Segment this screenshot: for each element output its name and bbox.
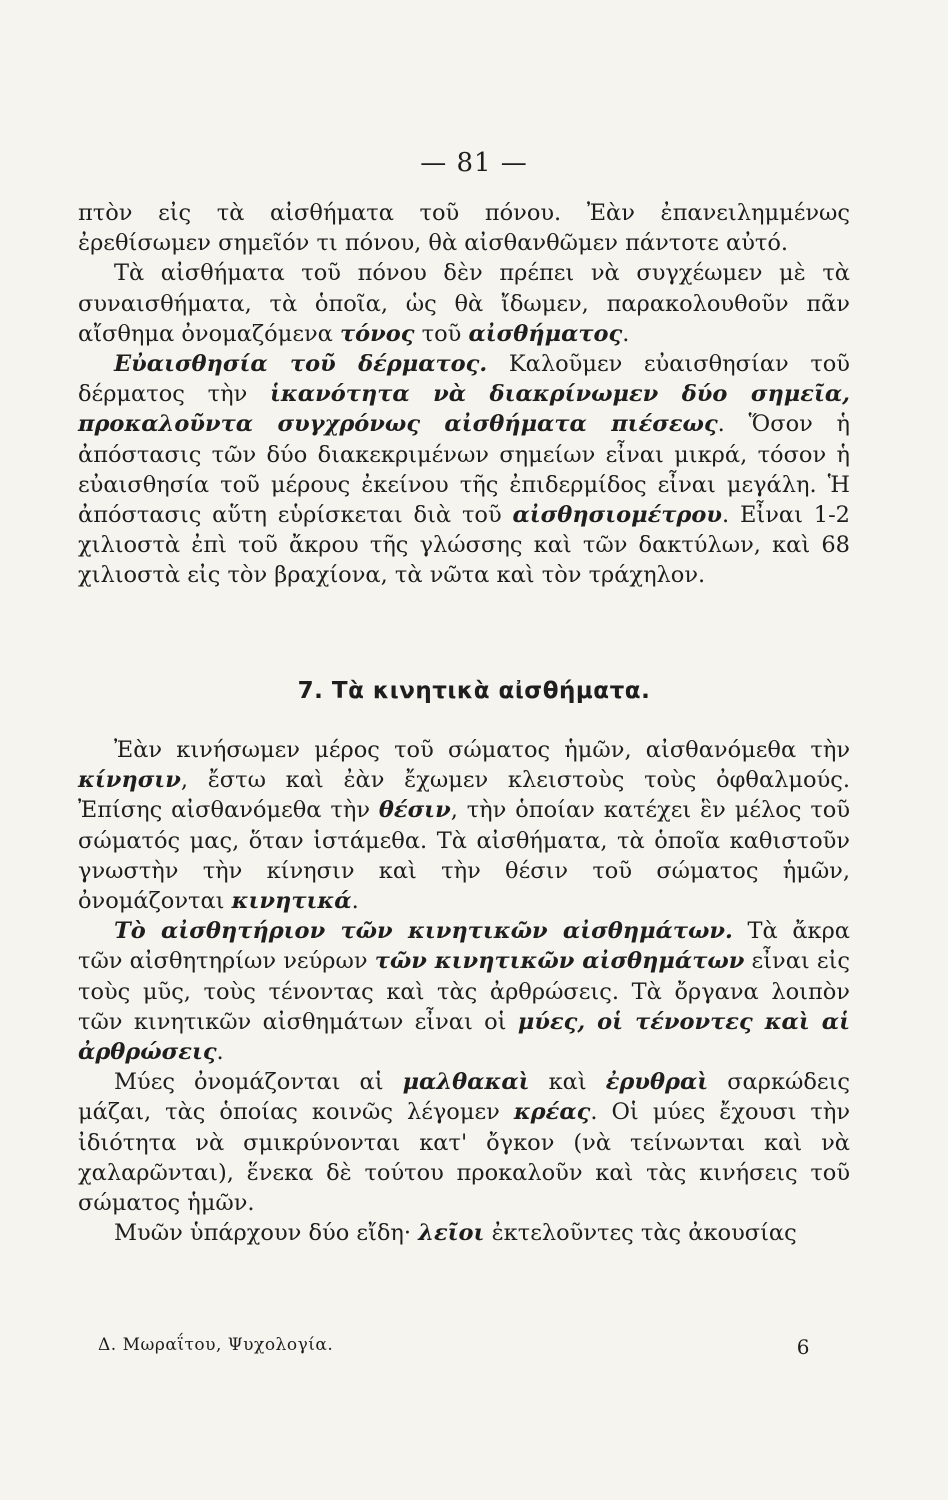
paragraph: πτὸν εἰς τὰ αἰσθήματα τοῦ πόνου. Ἐὰν ἐπανειλημμένως ἐρεθίσωμεν σημεῖόν τι πόνου, θὰ αἰσθανθῶμεν πάντοτε αὐτό. xyxy=(78,200,850,257)
text-block-bottom xyxy=(78,735,850,1248)
section-lead: Τὸ αἰσθητήριον τῶν κινητικῶν αἰσθημάτων. xyxy=(114,918,733,945)
paragraph: Μυῶν ὑπάρχουν δύο εἴδη· λεῖοι ἐκτελοῦντες τὰς ἀκουσίας xyxy=(114,1220,797,1247)
bold-term: μύες, οἱ τένοντες καὶ αἱ ἀρθρώσεις xyxy=(78,1008,850,1066)
paragraph: Μύες ὀνομάζονται αἱ μαλθακαὶ καὶ ἐρυθραὶ σαρκώδεις μάζαι, τὰς ὁποίας κοινῶς λέγομεν κρέας. Οἱ μύες ἔχουσι τὴν ἰδιότητα νὰ σμικρύνονται κατ' ὄγκον (νὰ τείνωνται καὶ νὰ χαλαρῶνται), ἕνεκα δὲ τούτου προκαλοῦν καὶ τὰς κινήσεις τοῦ σώματος ἡμῶν. xyxy=(78,1069,851,1217)
text-block-top xyxy=(78,198,850,591)
section-heading: 7. Τὰ κινητικὰ αἰσθήματα. xyxy=(297,678,651,704)
bold-term: λεῖοι xyxy=(418,1220,485,1247)
bold-term: αἰσθησιομέτρου xyxy=(512,502,722,529)
bold-term: κρέας xyxy=(513,1099,591,1126)
sheet-number: 6 xyxy=(796,1335,810,1359)
paragraph: Εὐαισθησία τοῦ δέρματος. Καλοῦμεν εὐαισθησίαν τοῦ δέρματος τὴν ἱκανότητα νὰ διακρίνωμεν δύο σημεῖα, προκαλοῦντα συγχρόνως αἰσθήματα πιέσεως. Ὅσον ἡ ἀπόστασις τῶν δύο διακεκριμένων σημείων εἶναι μικρά, τόσον ἡ εὐαισθησία τοῦ μέρους ἐκείνου τῆς ἐπιδερμίδος εἶναι μεγάλη. Ἡ ἀπόστασις αὕτη εὑρίσκεται διὰ τοῦ αἰσθησιομέτρου. Εἶναι 1-2 χιλιοστὰ ἐπὶ τοῦ ἄκρου τῆς γλώσσης καὶ τῶν δακτύλων, καὶ 68 χιλιοστὰ εἰς τὸν βραχίονα, τὰ νῶτα καὶ τὸν τράχηλον. xyxy=(78,351,850,589)
page-number: — 81 — xyxy=(420,148,528,178)
bold-term: αἰσθήματος xyxy=(468,320,623,347)
paragraph: Τὸ αἰσθητήριον τῶν κινητικῶν αἰσθημάτων. Τὰ ἄκρα τῶν αἰσθητηρίων νεύρων τῶν κινητικῶν αἰσθημάτων εἶναι εἰς τοὺς μῦς, τοὺς τένοντας καὶ τὰς ἀρθρώσεις. Τὰ ὄργανα λοιπὸν τῶν κινητικῶν αἰσθημάτων εἶναι οἱ μύες, οἱ τένοντες καὶ αἱ ἀρθρώσεις. xyxy=(78,918,851,1066)
bold-term: ἐρυθραὶ xyxy=(605,1069,709,1096)
bold-term: τῶν κινητικῶν αἰσθημάτων xyxy=(374,948,745,975)
bold-term: κινητικά xyxy=(231,888,352,915)
bold-term: ἱκανότητα νὰ διακρίνωμεν δύο σημεῖα, προκαλοῦντα συγχρόνως αἰσθήματα πιέσεως xyxy=(78,381,850,438)
bold-term: κίνησιν xyxy=(78,767,181,794)
bold-term: τόνος xyxy=(340,320,415,347)
paragraph: Τὰ αἰσθήματα τοῦ πόνου δὲν πρέπει νὰ συγχέωμεν μὲ τὰ συναισθήματα, τὰ ὁποῖα, ὡς θὰ ἴδωμεν, παρακολουθοῦν πᾶν αἴσθημα ὀνομαζόμενα τόνος τοῦ αἰσθήματος. xyxy=(78,260,850,347)
footer-signature: Δ. Μωραΐτου, Ψυχολογία. xyxy=(98,1335,334,1355)
paragraph: Ἐὰν κινήσωμεν μέρος τοῦ σώματος ἡμῶν, αἰσθανόμεθα τὴν κίνησιν, ἔστω καὶ ἐὰν ἔχωμεν κλειστοὺς τοὺς ὀφθαλμούς. Ἐπίσης αἰσθανόμεθα τὴν θέσιν, τὴν ὁποίαν κατέχει ἓν μέλος τοῦ σώματός μας, ὅταν ἱστάμεθα. Τὰ αἰσθήματα, τὰ ὁποῖα καθιστοῦν γνωστὴν τὴν κίνησιν καὶ τὴν θέσιν τοῦ σώματος ἡμῶν, ὀνομάζονται κινητικά. xyxy=(78,737,850,915)
bold-term: θέσιν xyxy=(378,797,451,824)
bold-term: μαλθακαὶ xyxy=(402,1069,530,1096)
section-lead: Εὐαισθησία τοῦ δέρματος. xyxy=(114,351,488,378)
